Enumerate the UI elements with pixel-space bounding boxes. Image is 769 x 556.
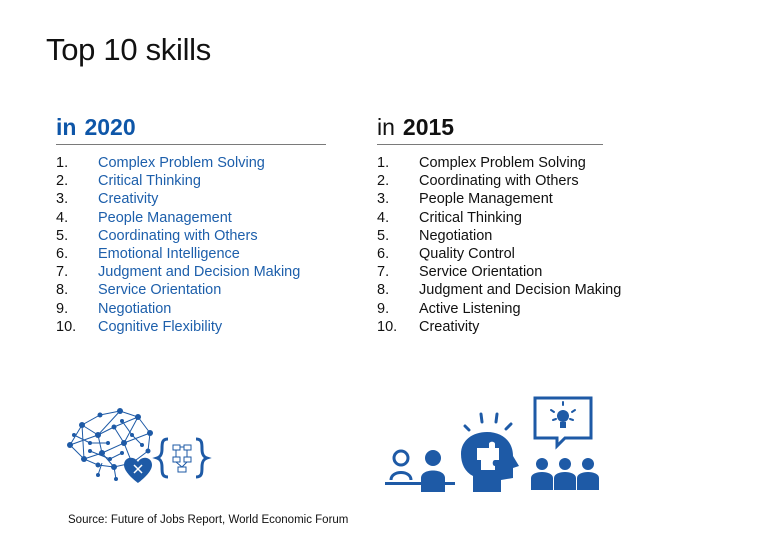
item-text: Creativity — [98, 191, 159, 208]
heart-puzzle-icon — [124, 458, 152, 483]
item-number: 9. — [377, 300, 390, 317]
head-puzzle-icon — [461, 414, 519, 492]
list-item — [56, 209, 326, 227]
list-item — [377, 227, 603, 245]
item-number: 3. — [56, 191, 69, 208]
item-text: People Management — [98, 209, 232, 226]
item-text: Service Orientation — [98, 282, 222, 299]
item-number: 8. — [56, 282, 69, 299]
skills-2020-column — [56, 112, 326, 336]
list-item — [377, 318, 603, 336]
skills-2020-illustration — [62, 405, 212, 494]
item-number: 5. — [377, 227, 390, 244]
item-text: Coordinating with Others — [419, 173, 579, 190]
list-item — [56, 227, 326, 245]
list-item — [56, 263, 326, 281]
heading-prefix: in — [56, 114, 77, 140]
item-number: 10. — [377, 318, 398, 335]
item-number: 5. — [56, 227, 69, 244]
item-text: Quality Control — [419, 245, 515, 262]
item-text: Negotiation — [419, 227, 493, 244]
item-text: Critical Thinking — [419, 209, 522, 226]
list-item — [377, 154, 603, 172]
list-item — [56, 300, 326, 318]
heading-year: 2015 — [402, 114, 455, 140]
interview-people-icon — [385, 450, 455, 492]
heading-prefix: in — [377, 114, 395, 140]
list-item — [56, 245, 326, 263]
heading-year: 2020 — [84, 114, 136, 140]
item-number: 6. — [56, 245, 69, 262]
list-item — [377, 172, 603, 190]
item-text: Judgment and Decision Making — [98, 264, 301, 281]
item-number: 6. — [377, 245, 390, 262]
item-text: Active Listening — [419, 300, 521, 317]
item-number: 7. — [377, 264, 390, 281]
item-text: Negotiation — [98, 300, 172, 317]
item-number: 7. — [56, 264, 69, 281]
skills-2015-column — [377, 112, 622, 336]
source-note: Source: Future of Jobs Report, World Economic Forum — [68, 514, 349, 526]
list-item — [56, 154, 326, 172]
skills-2015-illustration — [385, 396, 600, 501]
item-number: 4. — [377, 209, 390, 226]
list-item — [377, 190, 603, 208]
item-text: Creativity — [419, 318, 480, 335]
list-item — [377, 209, 603, 227]
item-text: Service Orientation — [419, 264, 543, 281]
page-title: Top 10 skills — [46, 32, 211, 67]
list-item — [377, 300, 603, 318]
item-text: Complex Problem Solving — [419, 155, 586, 171]
list-item — [56, 172, 326, 190]
code-braces-flowchart-icon — [157, 439, 207, 477]
item-number: 1. — [56, 155, 69, 171]
item-text: Critical Thinking — [98, 173, 201, 190]
skills-2020-list — [56, 154, 326, 336]
presentation-audience-icon — [531, 398, 599, 490]
item-text: Cognitive Flexibility — [98, 318, 223, 335]
item-text: People Management — [419, 191, 553, 208]
item-number: 10. — [56, 318, 77, 335]
list-item — [377, 281, 622, 299]
list-item — [377, 263, 603, 281]
item-number: 2. — [377, 173, 390, 190]
skills-2020-heading — [56, 112, 326, 145]
item-number: 8. — [377, 282, 390, 299]
list-item — [56, 281, 326, 299]
item-text: Judgment and Decision Making — [419, 282, 622, 299]
skills-2015-list — [377, 154, 622, 336]
item-number: 2. — [56, 173, 69, 190]
item-number: 1. — [377, 155, 390, 171]
item-text: Coordinating with Others — [98, 227, 258, 244]
list-item — [56, 190, 326, 208]
list-item — [377, 245, 603, 263]
item-text: Emotional Intelligence — [98, 245, 240, 262]
skills-2015-heading — [377, 112, 603, 145]
item-number: 4. — [56, 209, 69, 226]
item-number: 3. — [377, 191, 390, 208]
list-item — [56, 318, 326, 336]
item-text: Complex Problem Solving — [98, 155, 265, 171]
item-number: 9. — [56, 300, 69, 317]
